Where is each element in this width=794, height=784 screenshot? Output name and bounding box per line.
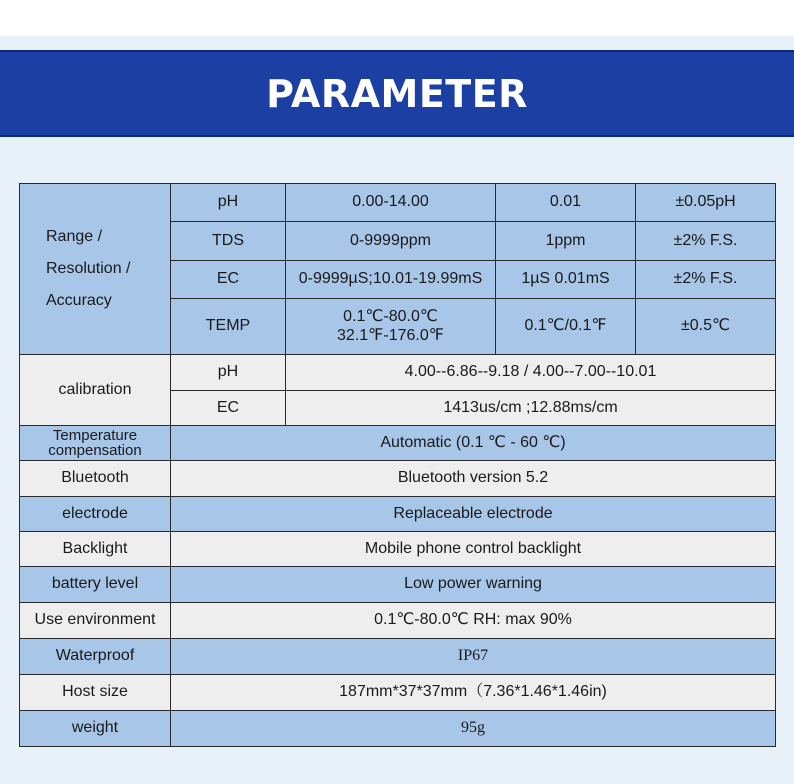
table-row — [20, 639, 776, 675]
param-cell: EC — [171, 261, 286, 299]
table-row — [20, 184, 776, 222]
resolution-cell: 0.01 — [496, 184, 636, 222]
range-cell: 0.00-14.00 — [286, 184, 496, 222]
page-title: PARAMETER — [266, 71, 528, 116]
table-row — [20, 461, 776, 497]
range-group-label: Range / Resolution / Accuracy — [20, 184, 171, 355]
spec-label: Host size — [20, 675, 171, 711]
table-row — [20, 711, 776, 747]
table-row — [20, 497, 776, 532]
spec-value: Automatic (0.1 ℃ - 60 ℃) — [171, 426, 776, 461]
accuracy-cell: ±0.05pH — [636, 184, 776, 222]
spec-label: Temperature compensation — [20, 426, 171, 461]
table-row — [20, 675, 776, 711]
table-row — [20, 567, 776, 603]
resolution-cell: 0.1℃/0.1℉ — [496, 299, 636, 355]
spec-value: Bluetooth version 5.2 — [171, 461, 776, 497]
value-cell: 4.00--6.86--9.18 / 4.00--7.00--10.01 — [286, 355, 776, 391]
param-cell: TDS — [171, 222, 286, 261]
value-cell: 1413us/cm ;12.88ms/cm — [286, 391, 776, 426]
table-row — [20, 355, 776, 391]
spec-label: weight — [20, 711, 171, 747]
parameter-table — [19, 183, 776, 747]
range-cell: 0-9999µS;10.01-19.99mS — [286, 261, 496, 299]
table-row — [20, 426, 776, 461]
param-cell: TEMP — [171, 299, 286, 355]
range-cell: 0-9999ppm — [286, 222, 496, 261]
spec-label: Backlight — [20, 532, 171, 567]
spec-label: Waterproof — [20, 639, 171, 675]
spec-label: Use environment — [20, 603, 171, 639]
param-cell: EC — [171, 391, 286, 426]
param-cell: pH — [171, 355, 286, 391]
header-banner — [0, 50, 794, 137]
calibration-label: calibration — [20, 355, 171, 426]
spec-label: electrode — [20, 497, 171, 532]
accuracy-cell: ±0.5℃ — [636, 299, 776, 355]
table-row — [20, 532, 776, 567]
range-cell: 0.1℃-80.0℃ 32.1℉-176.0℉ — [286, 299, 496, 355]
spec-value: 0.1℃-80.0℃ RH: max 90% — [171, 603, 776, 639]
accuracy-cell: ±2% F.S. — [636, 261, 776, 299]
resolution-cell: 1µS 0.01mS — [496, 261, 636, 299]
accuracy-cell: ±2% F.S. — [636, 222, 776, 261]
spec-label: battery level — [20, 567, 171, 603]
spec-value: 95g — [171, 711, 776, 747]
spec-value: Replaceable electrode — [171, 497, 776, 532]
table-row — [20, 603, 776, 639]
resolution-cell: 1ppm — [496, 222, 636, 261]
spec-value: Low power warning — [171, 567, 776, 603]
spec-value: IP67 — [171, 639, 776, 675]
spec-value: 187mm*37*37mm（7.36*1.46*1.46in) — [171, 675, 776, 711]
spec-value: Mobile phone control backlight — [171, 532, 776, 567]
param-cell: pH — [171, 184, 286, 222]
spec-label: Bluetooth — [20, 461, 171, 497]
